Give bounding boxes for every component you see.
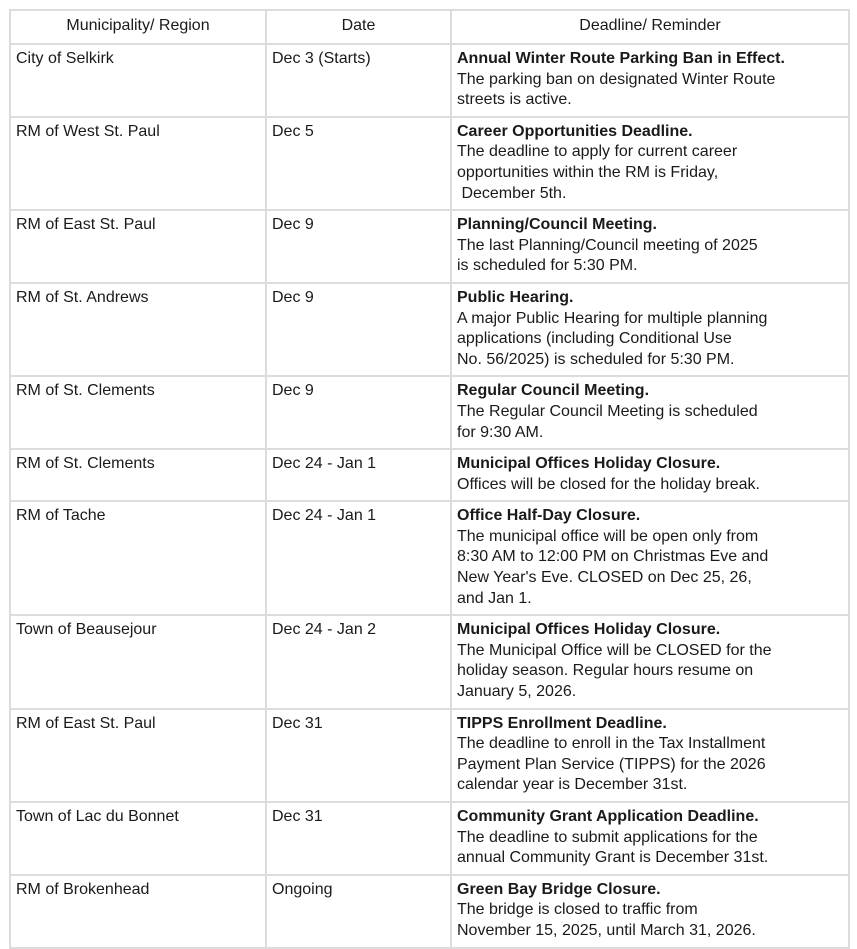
- deadline-description: The municipal office will be open only from 8:30 AM to 12:00 PM on Christmas Eve and New Year's Eve. CLOSED on Dec 25, 26, and Jan 1.: [457, 527, 769, 607]
- header-date: Date: [266, 10, 451, 44]
- deadline-title: Municipal Offices Holiday Closure.: [457, 621, 721, 639]
- header-deadline: Deadline/ Reminder: [451, 10, 849, 44]
- date-cell: Ongoing: [266, 875, 451, 948]
- deadline-title: TIPPS Enrollment Deadline.: [457, 714, 667, 732]
- region-cell: City of Selkirk: [10, 44, 266, 117]
- table-row: [10, 44, 849, 117]
- date-cell: Dec 9: [266, 376, 451, 449]
- deadline-description: Offices will be closed for the holiday break.: [457, 475, 760, 493]
- deadline-cell: [451, 709, 849, 802]
- region-cell: RM of St. Andrews: [10, 283, 266, 376]
- deadline-cell: [451, 210, 849, 283]
- date-cell: Dec 24 - Jan 1: [266, 501, 451, 615]
- region-cell: Town of Lac du Bonnet: [10, 802, 266, 875]
- deadline-cell: [451, 376, 849, 449]
- table-row: [10, 501, 849, 615]
- deadline-cell: [451, 501, 849, 615]
- deadline-cell: [451, 44, 849, 117]
- deadline-description: The deadline to submit applications for the annual Community Grant is December 31st.: [457, 828, 769, 867]
- table-row: [10, 210, 849, 283]
- deadline-cell: [451, 117, 849, 210]
- deadline-description: The deadline to enroll in the Tax Installment Payment Plan Service (TIPPS) for the 2026 calendar year is December 31st.: [457, 735, 766, 794]
- region-cell: RM of St. Clements: [10, 376, 266, 449]
- table-row: [10, 615, 849, 708]
- deadline-title: Green Bay Bridge Closure.: [457, 880, 661, 898]
- region-cell: RM of East St. Paul: [10, 709, 266, 802]
- deadline-cell: [451, 449, 849, 501]
- deadline-description: The parking ban on designated Winter Route streets is active.: [457, 70, 776, 109]
- deadlines-table: [9, 9, 850, 949]
- deadline-cell: [451, 283, 849, 376]
- region-cell: RM of Tache: [10, 501, 266, 615]
- deadline-title: Career Opportunities Deadline.: [457, 122, 693, 140]
- deadline-description: The deadline to apply for current career opportunities within the RM is Friday, December 5th.: [457, 143, 738, 202]
- deadline-title: Annual Winter Route Parking Ban in Effect.: [457, 50, 785, 67]
- date-cell: Dec 5: [266, 117, 451, 210]
- deadline-description: The last Planning/Council meeting of 2025 is scheduled for 5:30 PM.: [457, 236, 758, 275]
- table-row: [10, 802, 849, 875]
- region-cell: Town of Beausejour: [10, 615, 266, 708]
- date-cell: Dec 3 (Starts): [266, 44, 451, 117]
- deadline-title: Planning/Council Meeting.: [457, 216, 657, 234]
- header-row: [10, 10, 849, 44]
- table-row: [10, 376, 849, 449]
- deadline-description: The bridge is closed to traffic from November 15, 2025, until March 31, 2026.: [457, 901, 756, 939]
- region-cell: RM of East St. Paul: [10, 210, 266, 283]
- table-row: [10, 117, 849, 210]
- header-region: Municipality/ Region: [10, 10, 266, 44]
- region-cell: RM of Brokenhead: [10, 875, 266, 948]
- table-row: [10, 449, 849, 501]
- deadline-cell: [451, 802, 849, 875]
- date-cell: Dec 24 - Jan 1: [266, 449, 451, 501]
- deadline-title: Public Hearing.: [457, 288, 574, 306]
- deadline-title: Regular Council Meeting.: [457, 382, 650, 400]
- date-cell: Dec 9: [266, 210, 451, 283]
- region-cell: RM of West St. Paul: [10, 117, 266, 210]
- deadline-description: A major Public Hearing for multiple planning applications (including Conditional Use No. 56/2025) is scheduled for 5:30 PM.: [457, 309, 768, 368]
- deadline-description: The Regular Council Meeting is scheduled for 9:30 AM.: [457, 402, 758, 441]
- deadline-description: The Municipal Office will be CLOSED for the holiday season. Regular hours resume on January 5, 2026.: [457, 641, 772, 701]
- deadline-title: Office Half-Day Closure.: [457, 507, 641, 525]
- table-row: [10, 709, 849, 802]
- date-cell: Dec 31: [266, 709, 451, 802]
- table-row: [10, 283, 849, 376]
- date-cell: Dec 31: [266, 802, 451, 875]
- region-cell: RM of St. Clements: [10, 449, 266, 501]
- deadline-title: Municipal Offices Holiday Closure.: [457, 455, 721, 473]
- date-cell: Dec 9: [266, 283, 451, 376]
- deadline-title: Community Grant Application Deadline.: [457, 808, 759, 825]
- date-cell: Dec 24 - Jan 2: [266, 615, 451, 708]
- deadline-cell: [451, 615, 849, 708]
